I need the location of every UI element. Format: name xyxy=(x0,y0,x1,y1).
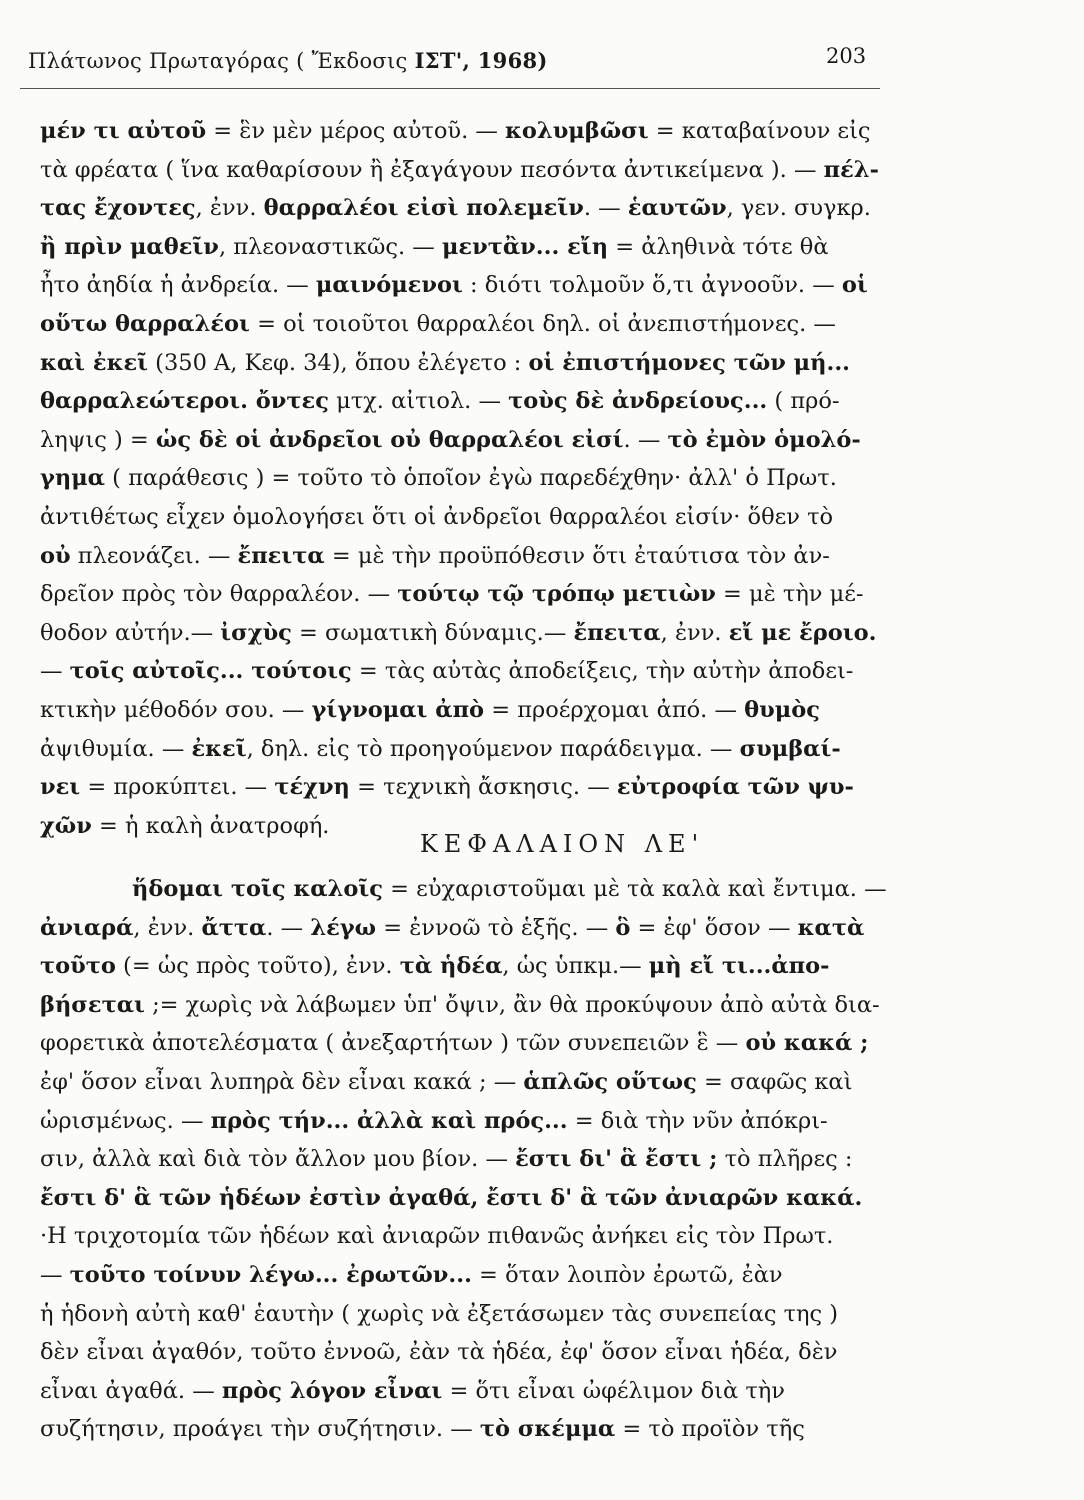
gloss-text: ·Η τριχοτομία τῶν ἡδέων καὶ ἀνιαρῶν πιθανῶς ἀνήκει εἰς τὸν Πρωτ. xyxy=(40,1223,834,1250)
gloss-text: = ἓν μὲν μέρος αὐτοῦ. — xyxy=(206,118,506,144)
gloss-text: . — xyxy=(623,426,668,453)
text-line xyxy=(40,1410,890,1449)
lemma-term: θυμὸς xyxy=(744,696,820,723)
lemma-term: πρὸς λόγον εἶναι xyxy=(221,1377,443,1404)
lemma-term: οἱ ἐπιστήμονες τῶν μή... xyxy=(528,349,851,376)
lemma-term: θαρραλεώτεροι. ὄντες xyxy=(40,388,329,415)
lemma-term: τὸ ἐμὸν ὁμολό- xyxy=(667,426,861,453)
lemma-term: νει xyxy=(40,774,81,801)
text-line xyxy=(40,691,890,730)
text-line xyxy=(40,1102,890,1141)
gloss-text: , ὡς ὑπκμ.— xyxy=(502,953,649,980)
gloss-text: = μὲ τὴν μέ- xyxy=(715,581,864,608)
lemma-term: μὴ εἴ τι...ἀπο- xyxy=(648,953,830,980)
lemma-term: βήσεται xyxy=(40,991,145,1018)
gloss-text: ἡ ἡδονὴ αὐτὴ καθ' ἑαυτὴν ( χωρὶς νὰ ἐξετάσωμεν τὰς συνεπείας της ) xyxy=(40,1300,839,1327)
gloss-text: δρεῖον πρὸς τὸν θαρραλέον. — xyxy=(40,581,398,608)
lemma-term: τὸ σκέμμα xyxy=(479,1416,616,1443)
gloss-text: = προέρχομαι ἀπό. — xyxy=(484,696,745,723)
lemma-term: ἐκεῖ xyxy=(191,735,247,762)
lemma-term: τὰ ἡδέα xyxy=(399,953,503,980)
gloss-text: = ἐφ' ὅσον — xyxy=(630,914,798,941)
gloss-text: πλεονάζει. — xyxy=(70,542,238,569)
text-line xyxy=(40,575,890,614)
gloss-text: συζήτησιν, προάγει τὴν συζήτησιν. — xyxy=(40,1416,480,1443)
text-line xyxy=(40,1217,890,1256)
lemma-term: οὕτω θαρραλέοι xyxy=(40,310,250,337)
lemma-term: καὶ ἐκεῖ xyxy=(40,349,149,376)
header-edition: ΙΣΤ', 1968) xyxy=(414,48,548,73)
lemma-term: ἀνιαρά xyxy=(40,914,134,941)
lemma-term: μέν τι αὐτοῦ xyxy=(40,118,207,144)
text-line xyxy=(40,1179,890,1218)
text-line xyxy=(40,1024,890,1063)
header-title: Πλάτωνος Πρωταγόρας ( Ἔκδοσις xyxy=(28,49,408,73)
gloss-text: = προκύπτει. — xyxy=(80,774,275,801)
gloss-text: δὲν εἶναι ἀγαθόν, τοῦτο ἐννοῶ, ἐὰν τὰ ἡδέα, ἐφ' ὅσον εἶναι ἡδέα, δὲν xyxy=(40,1339,838,1366)
text-line xyxy=(40,421,890,460)
text-line xyxy=(40,266,890,305)
gloss-text: εἶναι ἀγαθά. — xyxy=(40,1377,222,1404)
gloss-text: μτχ. αἰτιολ. — xyxy=(328,388,509,415)
gloss-text: , πλεοναστικῶς. — xyxy=(218,233,442,260)
gloss-text: ὡρισμένως. — xyxy=(40,1107,211,1134)
gloss-text: , ἐνν. xyxy=(195,195,264,222)
text-line xyxy=(40,537,890,576)
gloss-text: (= ὡς πρὸς τοῦτο), ἐνν. xyxy=(115,953,400,980)
lemma-term: γίγνομαι ἀπὸ xyxy=(311,696,485,723)
gloss-text: ( πρό- xyxy=(767,388,840,415)
lemma-term: τέχνη xyxy=(274,774,350,801)
gloss-text: , ἐνν. xyxy=(133,914,202,941)
lemma-term: λέγω xyxy=(310,914,377,941)
lemma-term: τας ἔχοντες xyxy=(40,195,196,222)
text-line xyxy=(40,1063,890,1102)
gloss-text: , δηλ. εἰς τὸ προηγούμενον παράδειγμα. — xyxy=(246,735,740,762)
gloss-text: κτικὴν μέθοδόν σου. — xyxy=(40,696,312,723)
header-rule xyxy=(20,88,880,89)
lemma-term: χῶν xyxy=(40,812,92,839)
gloss-text: — xyxy=(40,658,70,685)
text-line xyxy=(40,730,890,769)
lemma-term: κατὰ xyxy=(797,914,865,941)
gloss-text: = διὰ τὴν νῦν ἀπόκρι- xyxy=(567,1107,828,1134)
lemma-term: ἰσχὺς xyxy=(220,619,292,646)
text-line xyxy=(40,1295,890,1334)
text-line xyxy=(40,768,890,807)
lemma-term: τοῦτο τοίνυν λέγω... ἐρωτῶν... xyxy=(69,1261,472,1288)
gloss-text: ἀψιθυμία. — xyxy=(40,735,192,762)
text-line xyxy=(40,614,890,653)
lemma-term: ἔπειτα xyxy=(237,542,325,569)
text-line xyxy=(40,947,890,986)
lemma-term: ἢ πρὶν μαθεῖν xyxy=(40,233,219,260)
lemma-term: ὃ xyxy=(615,914,631,941)
text-line xyxy=(40,305,890,344)
gloss-text: = ὅτι εἶναι ὠφέλιμον διὰ τὴν xyxy=(442,1377,785,1404)
gloss-text: . — xyxy=(266,914,311,941)
gloss-text: . — xyxy=(583,195,628,222)
lemma-term: εὐτροφία τῶν ψυ- xyxy=(616,774,854,801)
lemma-term: ἔστι δ' ἃ τῶν ἡδέων ἐστὶν ἀγαθά, ἔστι δ' ἃ τῶν ἀνιαρῶν κακά. xyxy=(40,1184,863,1211)
text-line xyxy=(40,652,890,691)
gloss-text: ἦτο ἀηδία ἡ ἀνδρεία. — xyxy=(40,272,316,299)
lemma-term: ἥδομαι τοῖς καλοῖς xyxy=(132,876,383,902)
text-line xyxy=(40,151,890,190)
gloss-text: (350 Α, Κεφ. 34), ὅπου ἐλέγετο : xyxy=(148,349,529,376)
gloss-text: = ἐννοῶ τὸ ἑξῆς. — xyxy=(376,914,616,941)
gloss-text: , γεν. συγκρ. xyxy=(726,195,871,222)
text-line xyxy=(40,1140,890,1179)
text-line xyxy=(40,382,890,421)
running-header xyxy=(28,48,878,73)
text-line xyxy=(40,228,890,267)
gloss-text: = μὲ τὴν προϋπόθεσιν ὅτι ἐταύτισα τὸν ἀν- xyxy=(324,542,830,569)
lemma-term: τούτῳ τῷ τρόπῳ μετιὼν xyxy=(397,581,716,608)
text-line xyxy=(40,1256,890,1295)
lemma-term: θαρραλέοι εἰσὶ πολεμεῖν xyxy=(263,195,584,222)
gloss-text: = τὰς αὐτὰς ἀποδείξεις, τὴν αὐτὴν ἀποδει- xyxy=(351,658,854,685)
lemma-term: μεντἂν... εἴη xyxy=(441,233,609,260)
lemma-term: εἴ με ἔροιο. xyxy=(728,619,877,646)
gloss-text: : διότι τολμοῦν ὅ,τι ἀγνοοῦν. — xyxy=(462,272,842,299)
gloss-text: ἀντιθέτως εἶχεν ὁμολογήσει ὅτι οἱ ἀνδρεῖοι θαρραλέοι εἰσίν· ὅθεν τὸ xyxy=(40,503,834,530)
gloss-text: ( παράθεσις ) = τοῦτο τὸ ὁποῖον ἐγὼ παρεδέχθην· ἀλλ' ὁ Πρωτ. xyxy=(105,465,837,492)
chapter-body xyxy=(40,870,890,1449)
text-line xyxy=(40,189,890,228)
text-line xyxy=(40,1372,890,1411)
text-line xyxy=(40,112,890,151)
text-line xyxy=(40,459,890,498)
lemma-term: πρὸς τήν... ἀλλὰ καὶ πρός... xyxy=(210,1107,568,1134)
lemma-term: γημα xyxy=(40,465,105,492)
gloss-text: σιν, ἀλλὰ καὶ διὰ τὸν ἄλλον μου βίον. — xyxy=(40,1146,516,1173)
lemma-term: οὐ κακά ; xyxy=(745,1030,869,1057)
gloss-text: ληψις ) = xyxy=(40,426,156,453)
gloss-text: = ἡ καλὴ ἀνατροφή. xyxy=(91,812,330,839)
text-line xyxy=(40,909,890,948)
gloss-text: τὸ πλῆρες : xyxy=(717,1146,853,1173)
lemma-term: οἱ xyxy=(841,272,868,299)
lemma-term: πέλ- xyxy=(823,156,879,183)
lemma-term: κολυμβῶσι xyxy=(505,118,649,144)
gloss-text: = οἱ τοιοῦτοι θαρραλέοι δηλ. οἱ ἀνεπιστήμονες. — xyxy=(249,310,836,337)
text-line xyxy=(40,498,890,537)
lemma-term: τοῦτο xyxy=(40,953,116,980)
gloss-text: = σωματικὴ δύναμις.— xyxy=(291,619,574,646)
gloss-text: = τεχνικὴ ἄσκησις. — xyxy=(349,774,617,801)
gloss-text: τὰ φρέατα ( ἵνα καθαρίσουν ἢ ἐξαγάγουν πεσόντα ἀντικείμενα ). — xyxy=(40,156,824,183)
lemma-term: μαινόμενοι xyxy=(315,272,463,299)
gloss-text: = καταβαίνουν εἰς xyxy=(648,118,871,144)
gloss-text: ἐφ' ὅσον εἶναι λυπηρὰ δὲν εἶναι κακά ; — xyxy=(40,1068,524,1095)
text-line xyxy=(40,344,890,383)
gloss-text: — xyxy=(40,1261,70,1288)
gloss-text: = ἀληθινὰ τότε θὰ xyxy=(608,233,829,260)
gloss-text: φορετικὰ ἀποτελέσματα ( ἀνεξαρτήτων ) τῶν συνεπειῶν ἓ — xyxy=(40,1030,746,1057)
gloss-text: = τὸ προϊὸν τῆς xyxy=(615,1416,805,1443)
gloss-text: , ἐνν. xyxy=(660,619,729,646)
gloss-text: = σαφῶς καὶ xyxy=(696,1068,853,1095)
lemma-term: συμβαί- xyxy=(739,735,841,762)
lemma-term: ἑαυτῶν xyxy=(627,195,727,222)
lemma-term: ὡς δὲ οἱ ἀνδρεῖοι οὐ θαρραλέοι εἰσί xyxy=(155,426,624,453)
commentary-body xyxy=(40,112,890,845)
lemma-term: οὐ xyxy=(40,542,71,569)
lemma-term: ἔπειτα xyxy=(573,619,661,646)
gloss-text: ;= χωρὶς νὰ λάβωμεν ὑπ' ὄψιν, ἂν θὰ προκύψουν ἀπὸ αὐτὰ δια- xyxy=(144,991,880,1018)
page-number: 203 xyxy=(826,44,867,68)
gloss-text: = εὐχαριστοῦμαι μὲ τὰ καλὰ καὶ ἔντιμα. — xyxy=(383,876,887,902)
lemma-term: ἄττα xyxy=(201,914,267,941)
lemma-term: τοὺς δὲ ἀνδρείους... xyxy=(508,388,768,415)
text-line xyxy=(40,986,890,1025)
text-line xyxy=(40,870,890,909)
lemma-term: τοῖς αὐτοῖς... τούτοις xyxy=(69,658,352,685)
lemma-term: ἁπλῶς οὕτως xyxy=(523,1068,697,1095)
gloss-text: θοδον αὐτήν.— xyxy=(40,619,221,646)
lemma-term: ἔστι δι' ἃ ἔστι ; xyxy=(515,1146,718,1173)
gloss-text: = ὅταν λοιπὸν ἐρωτῶ, ἐὰν xyxy=(471,1261,783,1288)
text-line xyxy=(40,1333,890,1372)
chapter-heading: ΚΕΦΑΛΑΙΟΝ ΛΕ' xyxy=(419,830,705,858)
